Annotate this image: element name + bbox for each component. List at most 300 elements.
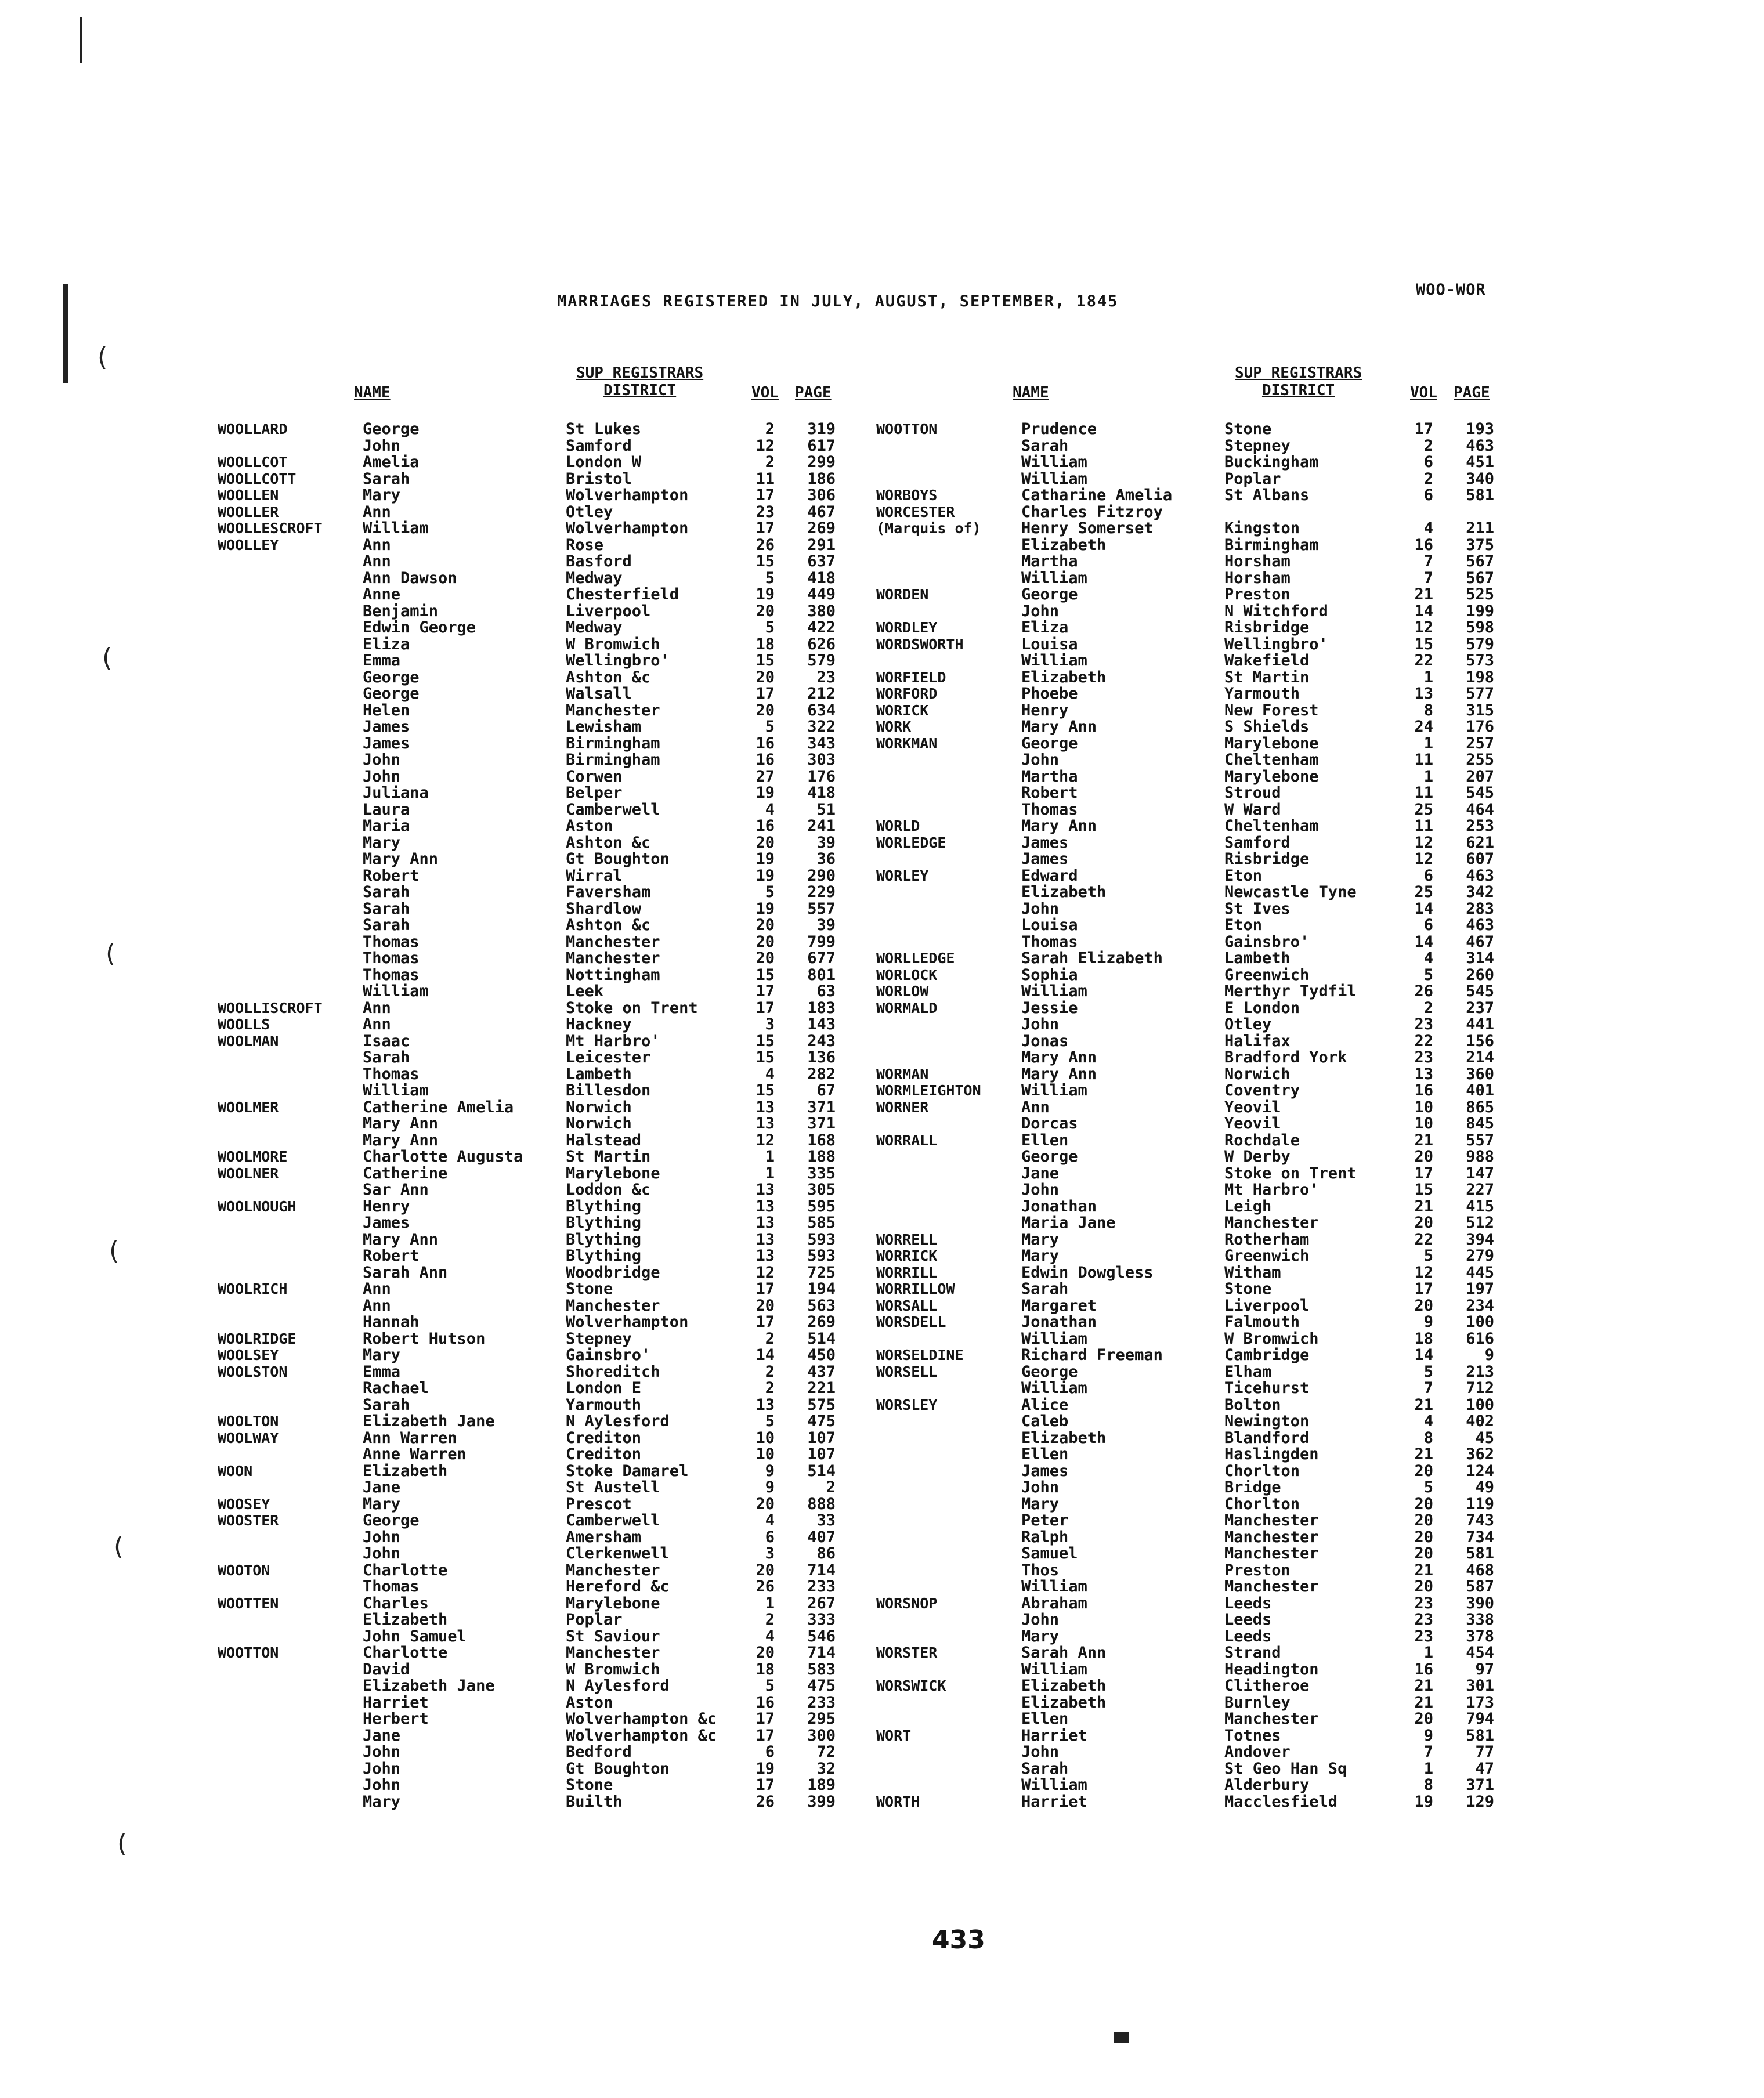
entry-row <box>876 884 1764 901</box>
entry-district: St Martin <box>1224 668 1310 686</box>
entry-page: 72 <box>816 1743 836 1761</box>
scan-line-mark <box>80 17 82 63</box>
entry-district: Crediton <box>566 1428 642 1447</box>
entry-district: Leek <box>566 982 604 1000</box>
entry-volume: 2 <box>765 1329 775 1348</box>
entry-row <box>876 1281 1764 1298</box>
entry-district: St Geo Han Sq <box>1224 1759 1347 1778</box>
entry-surname: WORBOYS <box>876 487 938 504</box>
entry-page: 467 <box>807 502 836 521</box>
entry-page: 514 <box>807 1329 836 1348</box>
entry-volume: 20 <box>756 949 775 967</box>
entry-district: W Bromwich <box>1224 1329 1319 1348</box>
entry-district: Liverpool <box>1224 1296 1310 1315</box>
entry-row <box>876 1413 1764 1430</box>
entry-volume: 7 <box>1423 569 1433 587</box>
entry-district: Samford <box>1224 833 1291 852</box>
entry-page: 47 <box>1475 1759 1494 1778</box>
entry-surname: WORNER <box>876 1098 929 1116</box>
entry-page: 36 <box>816 850 836 868</box>
entry-district: N Witchford <box>1224 602 1328 620</box>
entry-district: Otley <box>566 502 613 521</box>
entry-page: 301 <box>1466 1677 1494 1695</box>
entry-page: 189 <box>807 1776 836 1794</box>
entry-volume: 25 <box>1414 883 1433 901</box>
entry-volume: 5 <box>1423 965 1433 984</box>
entry-volume: 25 <box>1414 800 1433 819</box>
entry-row <box>876 454 1764 471</box>
entry-volume: 7 <box>1423 1743 1433 1761</box>
entry-volume: 22 <box>1414 1230 1433 1249</box>
entry-district: Manchester <box>566 1644 660 1662</box>
entry-district: Ashton &c <box>566 916 651 934</box>
entry-surname: WOOLSEY <box>218 1347 279 1363</box>
entry-volume: 20 <box>1414 1148 1433 1166</box>
entry-district: Camberwell <box>566 800 660 819</box>
entry-district: Blything <box>566 1247 642 1265</box>
entry-volume: 19 <box>756 1759 775 1778</box>
entry-surname: WORRILLOW <box>876 1280 955 1297</box>
entry-district: Wolverhampton <box>566 519 689 537</box>
entry-volume: 2 <box>1423 436 1433 455</box>
entry-given-name: George <box>1021 1148 1078 1166</box>
entry-page: 468 <box>1466 1561 1494 1579</box>
entry-district: Marylebone <box>566 1164 660 1182</box>
entry-row <box>876 967 1764 984</box>
entry-volume: 27 <box>756 767 775 786</box>
entry-page: 581 <box>1466 486 1494 504</box>
entry-given-name: Sarah <box>363 899 410 918</box>
entry-given-name: Laura <box>363 800 410 819</box>
entry-volume: 20 <box>756 602 775 620</box>
entry-surname: WORRELL <box>876 1231 938 1248</box>
entry-given-name: Margaret <box>1021 1296 1097 1315</box>
entry-district: Loddon &c <box>566 1181 651 1199</box>
entry-page: 734 <box>1466 1528 1494 1546</box>
entry-district: Bradford York <box>1224 1048 1347 1066</box>
entry-row <box>876 421 1764 438</box>
entry-given-name: Elizabeth <box>1021 1693 1107 1712</box>
scan-paren-mark: ( <box>97 342 108 372</box>
entry-given-name: Maria <box>363 817 410 835</box>
entry-district: Macclesfield <box>1224 1792 1338 1811</box>
entry-district: Norwich <box>1224 1065 1291 1083</box>
entry-page: 545 <box>1466 784 1494 802</box>
entry-page: 342 <box>1466 883 1494 901</box>
entry-row <box>876 1430 1764 1447</box>
entry-district: Strand <box>1224 1644 1281 1662</box>
entry-page: 322 <box>807 718 836 736</box>
entry-page: 799 <box>807 932 836 951</box>
entry-row <box>876 1629 1764 1645</box>
entry-row <box>876 1248 1764 1265</box>
entry-district: Manchester <box>566 932 660 951</box>
entry-district: Hereford &c <box>566 1578 670 1596</box>
entry-volume: 12 <box>756 436 775 455</box>
entry-volume: 6 <box>1423 453 1433 471</box>
entry-page: 445 <box>1466 1263 1494 1282</box>
entry-given-name: George <box>1021 1362 1078 1381</box>
entry-district: Haslingden <box>1224 1445 1319 1463</box>
entry-volume: 17 <box>756 1710 775 1728</box>
entry-volume: 2 <box>765 1379 775 1397</box>
entry-volume: 2 <box>765 1611 775 1629</box>
entry-surname: WORMLEIGHTON <box>876 1082 981 1099</box>
entry-row <box>876 934 1764 951</box>
entry-volume: 5 <box>765 1412 775 1430</box>
entry-given-name: Charlotte <box>363 1644 448 1662</box>
entry-given-name: Mary <box>363 1792 401 1811</box>
district-header-line1: SUP REGISTRARS <box>576 364 704 382</box>
entry-volume: 18 <box>756 1660 775 1679</box>
entry-row <box>876 1496 1764 1513</box>
entry-volume: 20 <box>1414 1528 1433 1546</box>
entry-volume: 26 <box>1414 982 1433 1000</box>
entry-district: Stoke on Trent <box>566 999 698 1017</box>
entry-given-name: Edward <box>1021 866 1078 885</box>
entry-row <box>876 1777 1764 1794</box>
entry-page: 227 <box>1466 1181 1494 1199</box>
entry-given-name: Jane <box>363 1726 401 1745</box>
entry-volume: 17 <box>1414 1280 1433 1298</box>
entry-given-name: Mary <box>1021 1495 1060 1513</box>
entry-row <box>876 1099 1764 1116</box>
entry-volume: 12 <box>1414 618 1433 636</box>
entry-district: Wellingbro' <box>1224 635 1328 653</box>
entry-district: N Aylesford <box>566 1677 670 1695</box>
entry-page: 269 <box>807 1313 836 1331</box>
entry-volume: 15 <box>1414 635 1433 653</box>
entry-page: 299 <box>807 453 836 471</box>
entry-given-name: John <box>1021 1181 1060 1199</box>
entry-given-name: William <box>1021 1660 1087 1679</box>
entry-district: Coventry <box>1224 1081 1300 1099</box>
entry-district: Basford <box>566 552 632 570</box>
entry-given-name: Thomas <box>1021 932 1078 951</box>
entry-page: 39 <box>816 833 836 852</box>
entry-volume: 12 <box>1414 1263 1433 1282</box>
entry-given-name: Richard Freeman <box>1021 1346 1163 1364</box>
entry-surname: WORSNOP <box>876 1594 938 1612</box>
vol-header: VOL <box>751 384 779 401</box>
entry-district: Walsall <box>566 685 632 703</box>
district-header <box>1235 364 1362 399</box>
entry-page: 176 <box>807 767 836 786</box>
entry-page: 243 <box>807 1032 836 1050</box>
entry-row <box>876 1050 1764 1066</box>
entry-page: 49 <box>1475 1478 1494 1496</box>
entry-surname: WOOLLISCROFT <box>218 999 323 1017</box>
entry-page: 449 <box>807 585 836 603</box>
entry-row <box>876 917 1764 934</box>
entry-page: 394 <box>1466 1230 1494 1249</box>
entry-page: 39 <box>816 916 836 934</box>
scan-paren-mark: ( <box>106 939 116 968</box>
entry-volume: 17 <box>756 982 775 1000</box>
entry-given-name: William <box>1021 982 1087 1000</box>
entry-row <box>876 1794 1764 1811</box>
entry-district: Chorlton <box>1224 1495 1300 1513</box>
entry-given-name: Sophia <box>1021 965 1078 984</box>
entry-row <box>876 1215 1764 1232</box>
entry-given-name: Sarah <box>363 916 410 934</box>
entry-page: 743 <box>1466 1511 1494 1529</box>
entry-given-name: Henry <box>363 1197 410 1216</box>
entry-district: Birmingham <box>566 734 660 753</box>
entry-page: 100 <box>1466 1313 1494 1331</box>
entry-district: S Shields <box>1224 718 1310 736</box>
entry-district: Horsham <box>1224 552 1291 570</box>
entry-surname: WORFIELD <box>876 668 946 686</box>
entry-row <box>876 1182 1764 1199</box>
entry-row <box>876 983 1764 1000</box>
entry-surname: WORMALD <box>876 999 938 1017</box>
entry-volume: 3 <box>765 1015 775 1033</box>
entry-volume: 15 <box>756 965 775 984</box>
entry-district: St Ives <box>1224 899 1291 918</box>
entry-volume: 15 <box>756 1081 775 1099</box>
entry-surname: WOOLWAY <box>218 1429 279 1446</box>
entry-district: St Austell <box>566 1478 660 1496</box>
entry-district: St Albans <box>1224 486 1310 504</box>
entry-row <box>876 653 1764 670</box>
entry-district: Ashton &c <box>566 833 651 852</box>
entry-volume: 20 <box>756 932 775 951</box>
entry-page: 97 <box>1475 1660 1494 1679</box>
district-header-line1: SUP REGISTRARS <box>1235 364 1362 382</box>
entry-given-name: Isaac <box>363 1032 410 1050</box>
entry-surname: WOOTON <box>218 1561 270 1579</box>
entry-page: 475 <box>807 1412 836 1430</box>
entry-page: 303 <box>807 751 836 769</box>
entry-district: Marylebone <box>1224 734 1319 753</box>
entry-volume: 2 <box>1423 469 1433 488</box>
entry-district: Blandford <box>1224 1428 1310 1447</box>
entry-given-name: Mary <box>1021 1627 1060 1645</box>
entry-given-name: Benjamin <box>363 602 439 620</box>
entry-row <box>876 1761 1764 1778</box>
entry-district: Manchester <box>1224 1511 1319 1529</box>
entry-page: 407 <box>807 1528 836 1546</box>
entry-row <box>876 1562 1764 1579</box>
entry-surname: WOOLLCOTT <box>218 470 297 487</box>
entry-district: Mt Harbro' <box>566 1032 660 1050</box>
entry-district: Lambeth <box>1224 949 1291 967</box>
entry-district: Yarmouth <box>1224 685 1300 703</box>
entry-row <box>876 554 1764 570</box>
entry-district: Burnley <box>1224 1693 1291 1712</box>
entry-page: 176 <box>1466 718 1494 736</box>
entry-district: Lambeth <box>566 1065 632 1083</box>
entry-district: Halstead <box>566 1131 642 1149</box>
entry-page: 621 <box>1466 833 1494 852</box>
entry-volume: 2 <box>765 453 775 471</box>
entry-district: Faversham <box>566 883 651 901</box>
entry-volume: 5 <box>1423 1478 1433 1496</box>
entry-district: St Saviour <box>566 1627 660 1645</box>
entry-page: 194 <box>807 1280 836 1298</box>
entry-row <box>876 785 1764 802</box>
entry-volume: 19 <box>756 899 775 918</box>
entry-district: Marylebone <box>566 1594 660 1612</box>
entry-volume: 13 <box>756 1214 775 1232</box>
entry-given-name: Ann <box>363 502 391 521</box>
entry-volume: 12 <box>756 1131 775 1149</box>
entry-page: 197 <box>1466 1280 1494 1298</box>
entry-page: 314 <box>1466 949 1494 967</box>
entry-row <box>876 769 1764 786</box>
entry-volume: 2 <box>1423 999 1433 1017</box>
entry-given-name: Mary Ann <box>363 1115 439 1133</box>
entry-district: E London <box>1224 999 1300 1017</box>
entry-given-name: Jessie <box>1021 999 1078 1017</box>
district-header-line2: DISTRICT <box>603 382 677 399</box>
entry-given-name: John <box>363 1776 401 1794</box>
entry-surname: WOOLLS <box>218 1016 270 1033</box>
entry-row <box>876 620 1764 636</box>
entry-given-name: Mary Ann <box>1021 817 1097 835</box>
entry-district: Horsham <box>1224 569 1291 587</box>
entry-page: 233 <box>807 1693 836 1712</box>
entry-given-name: Sarah <box>1021 1759 1069 1778</box>
entry-volume: 19 <box>756 866 775 885</box>
entry-given-name: Ann <box>363 1015 391 1033</box>
entry-given-name: Elizabeth <box>363 1462 448 1480</box>
entry-district: Stroud <box>1224 784 1281 802</box>
entry-page: 45 <box>1475 1428 1494 1447</box>
entry-district: Shoreditch <box>566 1362 660 1381</box>
entry-volume: 20 <box>1414 1495 1433 1513</box>
entry-page: 583 <box>807 1660 836 1679</box>
entry-page: 464 <box>1466 800 1494 819</box>
entry-volume: 23 <box>1414 1627 1433 1645</box>
name-header: NAME <box>354 384 391 401</box>
entry-given-name: Sar Ann <box>363 1181 429 1199</box>
entry-given-name: George <box>363 1511 420 1529</box>
entry-page: 257 <box>1466 734 1494 753</box>
entry-page: 100 <box>1466 1395 1494 1414</box>
entry-page: 454 <box>1466 1644 1494 1662</box>
entry-given-name: Mary Ann <box>363 1131 439 1149</box>
entry-page: 450 <box>807 1346 836 1364</box>
entry-surname: WOOLLARD <box>218 421 288 437</box>
entry-given-name: Thomas <box>363 1065 420 1083</box>
entry-volume: 5 <box>765 718 775 736</box>
entry-surname: WORICK <box>876 701 929 719</box>
entry-row <box>876 1513 1764 1529</box>
entry-surname: WOOLMER <box>218 1098 279 1116</box>
entry-surname: WORRALL <box>876 1131 938 1149</box>
entry-surname: WORSALL <box>876 1297 938 1314</box>
entry-district: Norwich <box>566 1098 632 1116</box>
entry-page: 378 <box>1466 1627 1494 1645</box>
entry-district: Cheltenham <box>1224 817 1319 835</box>
scan-paren-mark: ( <box>102 643 113 672</box>
entry-row <box>876 520 1764 537</box>
scan-block-mark <box>1114 2032 1129 2043</box>
entry-volume: 7 <box>1423 552 1433 570</box>
entry-volume: 4 <box>1423 1412 1433 1430</box>
entry-row <box>876 736 1764 753</box>
entry-page: 136 <box>807 1048 836 1066</box>
entry-surname: WORLLEDGE <box>876 950 955 967</box>
entry-given-name: William <box>1021 1329 1087 1348</box>
entry-given-name: Mary <box>1021 1230 1060 1249</box>
entry-volume: 3 <box>765 1544 775 1562</box>
entry-volume: 21 <box>1414 1677 1433 1695</box>
entry-row <box>876 487 1764 504</box>
entry-page: 714 <box>807 1644 836 1662</box>
entry-row <box>876 1529 1764 1546</box>
entry-page: 362 <box>1466 1445 1494 1463</box>
entry-volume: 18 <box>756 635 775 653</box>
entry-district: Wolverhampton &c <box>566 1710 717 1728</box>
entry-given-name: Ann <box>363 999 391 1017</box>
entry-district: Andover <box>1224 1743 1291 1761</box>
entry-district: Preston <box>1224 585 1291 603</box>
entry-page: 129 <box>1466 1792 1494 1811</box>
entry-page: 375 <box>1466 536 1494 554</box>
entry-volume: 2 <box>765 420 775 438</box>
entry-district: W Derby <box>1224 1148 1291 1166</box>
entry-surname: WORSDELL <box>876 1314 946 1330</box>
entry-district: Stone <box>566 1776 613 1794</box>
entry-given-name: Rachael <box>363 1379 429 1397</box>
entry-given-name: Dorcas <box>1021 1115 1078 1133</box>
entry-given-name: James <box>1021 833 1069 852</box>
entry-volume: 13 <box>756 1247 775 1265</box>
entry-given-name: Sarah <box>1021 436 1069 455</box>
entry-page: 335 <box>807 1164 836 1182</box>
entry-given-name: Ann <box>363 1296 391 1315</box>
entry-given-name: John <box>1021 1611 1060 1629</box>
entry-given-name: Sarah Ann <box>363 1263 448 1282</box>
entry-row <box>876 1662 1764 1679</box>
entry-surname: WOOTTEN <box>218 1594 279 1612</box>
entry-district: Clitheroe <box>1224 1677 1310 1695</box>
entry-volume: 17 <box>756 999 775 1017</box>
entry-volume: 7 <box>1423 1379 1433 1397</box>
entry-page: 546 <box>807 1627 836 1645</box>
entry-given-name: Jonas <box>1021 1032 1069 1050</box>
entry-page: 422 <box>807 618 836 636</box>
entry-surname: WORDEN <box>876 586 929 603</box>
entry-district: Chorlton <box>1224 1462 1300 1480</box>
entry-volume: 15 <box>756 652 775 670</box>
entry-given-name: Thomas <box>1021 800 1078 819</box>
entry-given-name: James <box>1021 850 1069 868</box>
entry-volume: 20 <box>756 668 775 686</box>
entry-district: Camberwell <box>566 1511 660 1529</box>
entry-volume: 14 <box>1414 899 1433 918</box>
entry-page: 124 <box>1466 1462 1494 1480</box>
entry-volume: 17 <box>1414 420 1433 438</box>
entry-page: 168 <box>807 1131 836 1149</box>
entry-volume: 1 <box>1423 734 1433 753</box>
entry-volume: 17 <box>756 1280 775 1298</box>
entry-page: 463 <box>1466 916 1494 934</box>
entry-page: 213 <box>1466 1362 1494 1381</box>
entry-page: 107 <box>807 1428 836 1447</box>
entry-district: Samford <box>566 436 632 455</box>
entry-district: Cheltenham <box>1224 751 1319 769</box>
entry-volume: 21 <box>1414 1445 1433 1463</box>
entry-district: Marylebone <box>1224 767 1319 786</box>
entry-given-name: William <box>1021 1379 1087 1397</box>
entry-volume: 1 <box>1423 1644 1433 1662</box>
entry-page: 714 <box>807 1561 836 1579</box>
entry-volume: 17 <box>756 1726 775 1745</box>
